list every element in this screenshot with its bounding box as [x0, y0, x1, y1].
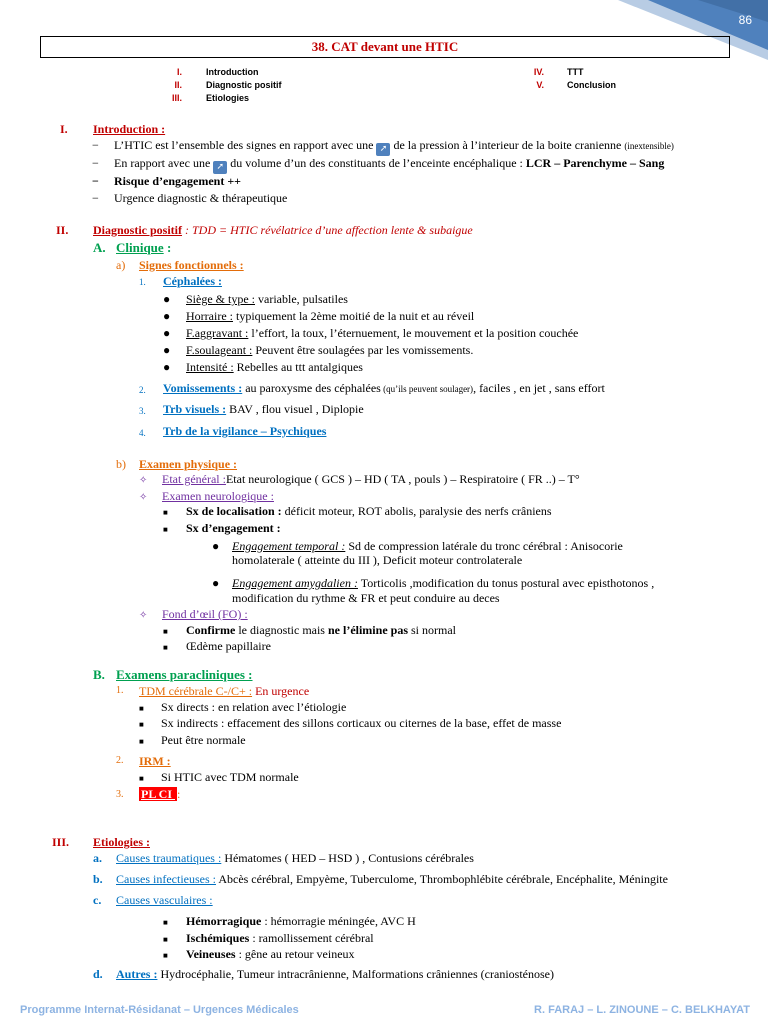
item-line: Causes infectieuses : Abcès cérébral, Empyème, Tuberculome, Thrombophlébite cérébrale, Encéphalite, Méningite: [116, 872, 668, 886]
diamond-bullet-icon: ✧: [139, 610, 148, 621]
subsubsection-letter: a): [116, 258, 126, 272]
subsubsection-heading: Examen physique :: [139, 457, 238, 471]
item-line: Causes traumatiques : Hématomes ( HED – HSD ) , Contusions cérébrales: [116, 851, 474, 865]
item-heading: Céphalées :: [163, 274, 222, 288]
square-item: ■ Sx indirects : effacement des sillons corticaux ou citernes de la base, effet de masse: [139, 716, 562, 730]
subsubsection-letter: b): [116, 457, 126, 471]
intro-line: − Risque d’engagement ++: [92, 174, 242, 188]
diamond-bullet-icon: ✧: [139, 475, 148, 486]
subsection-letter: B.: [93, 667, 105, 682]
toc-num: II.: [174, 80, 182, 90]
square-item: ■ Sx d’engagement :: [163, 521, 281, 535]
intro-line: − L’HTIC est l’ensemble des signes en rapport avec une ➚ de la pression à l’interieur de la boite cranienne (inextensible): [92, 138, 674, 154]
square-item: ■ Hémorragique : hémorragie méningée, AVC H: [163, 914, 416, 928]
section-number: II.: [56, 223, 69, 237]
item-number: 3.: [116, 789, 124, 800]
item-line: PL CI :: [141, 787, 181, 801]
page-number: 86: [738, 13, 752, 27]
diamond-item: ✧ Examen neurologique :: [139, 489, 274, 503]
increase-arrow-icon: ➚: [376, 143, 390, 156]
square-item: ■ Veineuses : gêne au retour veineux: [163, 947, 355, 961]
section-heading-line: Diagnostic positif : TDD = HTIC révélatrice d’une affection lente & subaigue: [93, 223, 473, 237]
square-item: ■ Ischémiques : ramollissement cérébral: [163, 931, 374, 945]
subsection-letter: A.: [93, 240, 106, 255]
toc-num: I.: [176, 67, 182, 77]
section-heading: Etiologies :: [93, 835, 150, 849]
item-number: 4.: [139, 428, 146, 438]
item-letter: c.: [93, 893, 102, 907]
bullet-continuation: modification du rythme & FR et peut conduire au deces: [232, 591, 500, 605]
intro-line: − Urgence diagnostic & thérapeutique: [92, 191, 288, 205]
item-letter: a.: [93, 851, 102, 865]
item-number: 1.: [139, 277, 146, 287]
toc-label: Etiologies: [206, 93, 250, 103]
subsection-heading: Clinique :: [116, 240, 172, 255]
diamond-item: ✧ Fond d’œil (FO) :: [139, 607, 248, 621]
toc-label: TTT: [567, 67, 584, 77]
toc-num: III.: [171, 93, 182, 103]
bullet-item: ● Engagement temporal : Sd de compression latérale du tronc cérébral : Anisocorie: [212, 539, 623, 553]
bullet-item: ● Siège & type : variable, pulsatiles: [163, 292, 348, 306]
item-number: 2.: [139, 385, 146, 395]
square-item: ■ Confirme le diagnostic mais ne l’élimine pas si normal: [163, 623, 456, 637]
toc-num: V.: [536, 80, 544, 90]
square-item: ■ Sx directs : en relation avec l’étiologie: [139, 700, 347, 714]
item-line: Vomissements : au paroxysme des céphalées (qu’ils peuvent soulager), faciles , en jet , sans effort: [163, 381, 605, 395]
item-heading: Causes vasculaires :: [116, 893, 213, 907]
section-number: III.: [52, 835, 70, 849]
item-number: 3.: [139, 406, 146, 416]
section-heading: Introduction :: [93, 122, 166, 136]
toc-label: Diagnostic positif: [206, 80, 282, 90]
toc-label: Introduction: [206, 67, 259, 77]
footer-right: R. FARAJ – L. ZINOUNE – C. BELKHAYAT: [534, 1004, 750, 1016]
toc-label: Conclusion: [567, 80, 616, 90]
bullet-item: ● F.soulageant : Peuvent être soulagées par les vomissements.: [163, 343, 474, 357]
bullet-item: ● Horraire : typiquement la 2ème moitié de la nuit et au réveil: [163, 309, 475, 323]
subsubsection-heading: Signes fonctionnels :: [139, 258, 244, 272]
item-line: TDM cérébrale C-/C+ : En urgence: [139, 684, 310, 698]
bullet-item: ● F.aggravant : l’effort, la toux, l’éternuement, le mouvement et la position couchée: [163, 326, 579, 340]
page-title: 38. CAT devant une HTIC: [40, 36, 730, 58]
item-letter: d.: [93, 967, 103, 981]
item-line: Autres : Hydrocéphalie, Tumeur intracrânienne, Malformations crâniennes (craniosténose): [116, 967, 554, 981]
intro-line: − En rapport avec une ➚ du volume d’un des constituants de l’enceinte encéphalique : LCR – Parenchyme – Sang: [92, 156, 665, 172]
square-item: ■ Si HTIC avec TDM normale: [139, 770, 299, 784]
subsection-heading: Examens paracliniques :: [116, 667, 253, 682]
square-item: ■ Peut être normale: [139, 733, 246, 747]
bullet-continuation: homolaterale ( atteinte du III ), Deficit moteur controlaterale: [232, 553, 523, 567]
increase-arrow-icon: ➚: [213, 161, 227, 174]
item-line: Trb visuels : BAV , flou visuel , Diplopie: [163, 402, 364, 416]
square-item: ■ Œdème papillaire: [163, 639, 271, 653]
item-heading: IRM :: [139, 754, 171, 768]
diamond-bullet-icon: ✧: [139, 492, 148, 503]
bullet-item: ● Intensité : Rebelles au ttt antalgiques: [163, 360, 363, 374]
square-item: ■ Sx de localisation : déficit moteur, ROT abolis, paralysie des nerfs crâniens: [163, 504, 552, 518]
toc-num: IV.: [533, 67, 544, 77]
section-number: I.: [60, 122, 68, 136]
diamond-item: ✧ Etat général :Etat neurologique ( GCS ) – HD ( TA , pouls ) – Respiratoire ( FR ..) – T°: [139, 472, 580, 486]
footer-left: Programme Internat-Résidanat – Urgences Médicales: [20, 1004, 299, 1016]
item-letter: b.: [93, 872, 103, 886]
item-heading: Trb de la vigilance – Psychiques: [163, 424, 327, 438]
item-number: 2.: [116, 755, 124, 766]
bullet-item: ● Engagement amygdalien : Torticolis ,modification du tonus postural avec episthotonos ,: [212, 576, 655, 590]
item-number: 1.: [116, 685, 124, 696]
